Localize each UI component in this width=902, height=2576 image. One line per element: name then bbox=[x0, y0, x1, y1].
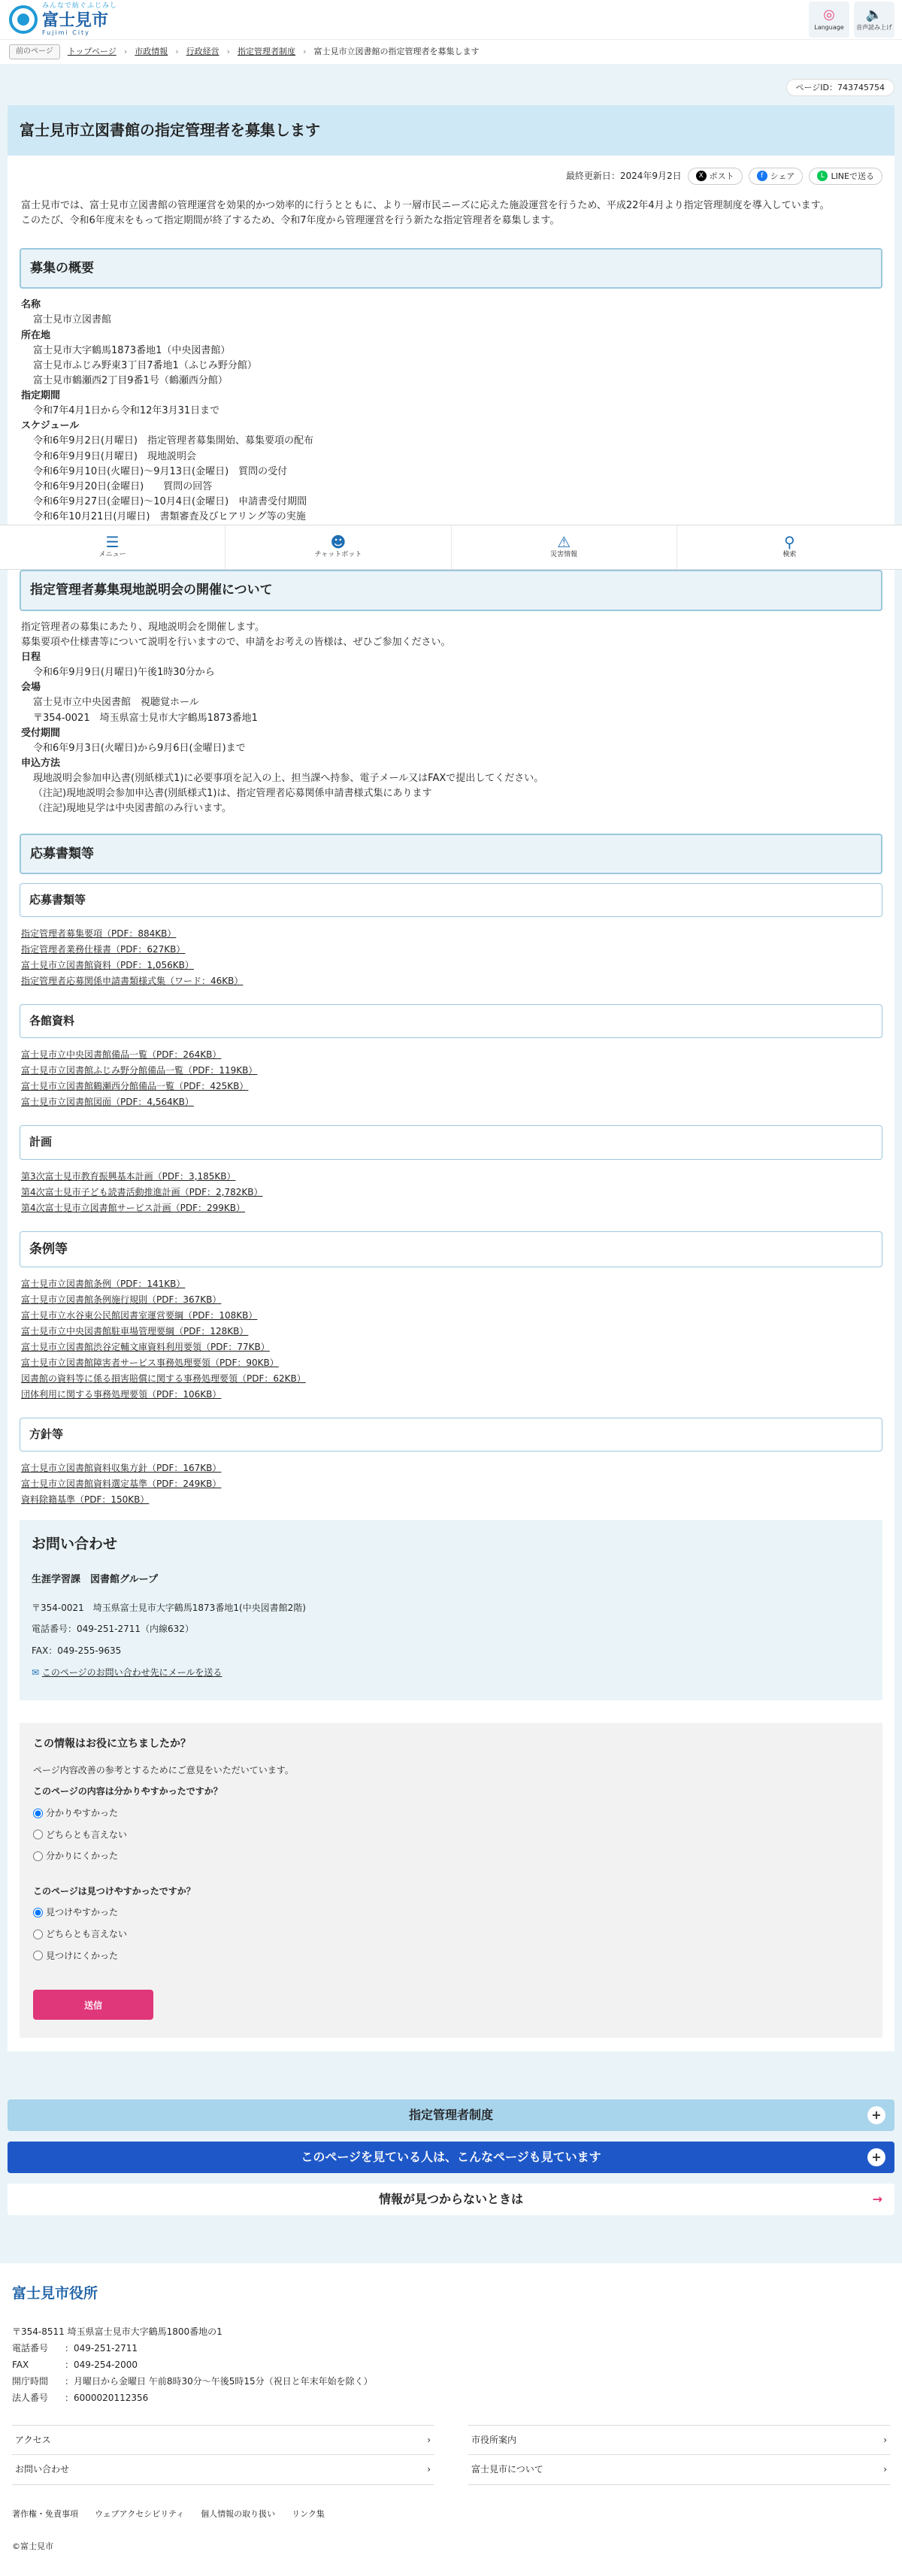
document-links bbox=[8, 926, 894, 989]
line-icon: L bbox=[817, 171, 828, 181]
pdf-link[interactable]: 富士見市立図書館資料選定基準（PDF：249KB） bbox=[21, 1479, 222, 1490]
contact-fax: FAX：049-255-9635 bbox=[32, 1645, 122, 1656]
speaker-icon: 🔈 bbox=[865, 7, 883, 23]
bottom-nav bbox=[0, 525, 902, 570]
pdf-link[interactable]: 図書館の資料等に係る損害賠償に関する事務処理要領（PDF：62KB） bbox=[21, 1373, 306, 1384]
language-button[interactable]: ◎ Language bbox=[809, 2, 849, 38]
breadcrumb-link[interactable]: 市政情報 bbox=[135, 47, 168, 57]
survey-question: このページは見つけやすかったですか？ bbox=[33, 1885, 195, 1896]
radio-option[interactable]: 見つけにくかった bbox=[33, 1949, 869, 1963]
globe-icon: ◎ bbox=[823, 7, 835, 23]
pdf-link[interactable]: 第4次富士見市立図書館サービス計画（PDF：299KB） bbox=[21, 1202, 246, 1213]
document-links bbox=[8, 1047, 894, 1110]
document-links bbox=[8, 1169, 894, 1216]
word-link[interactable]: 指定管理者応募関係申請書類様式集（ワード：46KB） bbox=[21, 976, 244, 987]
document-links bbox=[8, 1461, 894, 1508]
pdf-link[interactable]: 富士見市立図書館条例施行規則（PDF：367KB） bbox=[21, 1294, 222, 1305]
plus-icon: + bbox=[867, 2148, 885, 2166]
city-logo-mark bbox=[9, 5, 38, 34]
pdf-link[interactable]: 団体利用に関する事務処理要領（PDF：106KB） bbox=[21, 1388, 222, 1400]
contact-address: 〒354-0021 埼玉県富士見市大字鶴馬1873番地1(中央図書館2階) bbox=[32, 1602, 306, 1613]
subsection-heading: 条例等 bbox=[20, 1231, 882, 1267]
x-icon: X bbox=[696, 171, 707, 181]
chevron-right-icon: › bbox=[427, 2434, 431, 2445]
footer-small-link[interactable]: 著作権・免責事項 bbox=[12, 2508, 78, 2519]
chevron-right-icon: › bbox=[175, 47, 179, 57]
search-icon: ⚲ bbox=[784, 533, 795, 552]
chevron-right-icon: › bbox=[303, 47, 307, 57]
site-logo[interactable] bbox=[9, 2, 117, 38]
briefing-list: 指定管理者の募集にあたり、現地説明会を開催します。 募集要項や仕様書等について説明を行いますので、申請をお考えの皆様は、ぜひご参加ください。 日程 令和6年9月9日(月曜日)午後1時30分から 会場 富士見市立中央図書館 視聴覚ホール 〒354-0021 埼玉県富士見市大字鶴馬1873番地1 受付期間 令和6年9月3日(火曜日)から9月6日(金曜日)まで 申込方法 現地説明会参加申込書(別紙様式1)に必要事項を記入の上、担当課へ持参、電子メール又はFAXで提出してください。 （注記)現地説明会参加申込書(別紙様式1)は、指定管理者応募関係申請書様式集にあります （注記)現地見学は中央図書館のみ行います。 bbox=[21, 621, 544, 815]
nav-menu[interactable]: ☰ メニュー bbox=[0, 525, 226, 569]
pdf-link[interactable]: 富士見市立図書館障害者サービス事務処理要領（PDF：90KB） bbox=[21, 1357, 279, 1368]
post-button[interactable]: X ポスト bbox=[688, 168, 743, 185]
subsection-heading: 計画 bbox=[20, 1125, 882, 1159]
updated-date: 最終更新日：2024年9月2日 bbox=[565, 170, 682, 181]
section-heading-documents: 応募書類等 bbox=[20, 834, 882, 874]
page-title: 富士見市立図書館の指定管理者を募集します bbox=[8, 105, 894, 156]
radio-option[interactable]: どちらとも言えない bbox=[33, 1828, 869, 1842]
pdf-link[interactable]: 富士見市立図書館図面（PDF：4,564KB） bbox=[21, 1097, 194, 1108]
submit-button[interactable]: 送信 bbox=[33, 1990, 153, 2020]
plus-icon: + bbox=[867, 2106, 885, 2124]
logo-city-roman: Fujimi City bbox=[42, 29, 90, 36]
mail-icon: ✉ bbox=[32, 1666, 40, 1678]
radio-q2-opt1[interactable] bbox=[33, 1908, 43, 1918]
radio-option[interactable]: どちらとも言えない bbox=[33, 1927, 869, 1942]
breadcrumb-link[interactable]: 指定管理者制度 bbox=[238, 47, 296, 57]
copyright: ©富士見市 bbox=[12, 2541, 53, 2551]
nav-chatbot[interactable]: ☻ チャットボット bbox=[226, 525, 451, 569]
menu-icon: ☰ bbox=[105, 533, 120, 552]
logo-tagline: みんなで紡ぐふじみし bbox=[42, 2, 118, 10]
chevron-right-icon: › bbox=[883, 2434, 887, 2445]
footer-link-access[interactable]: アクセス › bbox=[12, 2425, 434, 2455]
pdf-link[interactable]: 富士見市立中央図書館駐車場管理要綱（PDF：128KB） bbox=[21, 1325, 249, 1336]
chatbot-icon: ☻ bbox=[330, 533, 347, 552]
pdf-link[interactable]: 指定管理者募集要項（PDF：884KB） bbox=[21, 928, 177, 940]
radio-q1-opt1[interactable] bbox=[33, 1809, 43, 1818]
chevron-right-icon: › bbox=[427, 2464, 431, 2475]
radio-option[interactable]: 見つけやすかった bbox=[33, 1906, 869, 1920]
radio-q1-opt3[interactable] bbox=[33, 1851, 43, 1861]
pdf-link[interactable]: 富士見市立図書館鶴瀬西分館備品一覧（PDF：425KB） bbox=[21, 1081, 249, 1092]
not-found-link[interactable]: 情報が見つからないときは → bbox=[8, 2184, 894, 2215]
arrow-right-icon: → bbox=[872, 2191, 882, 2206]
chevron-right-icon: › bbox=[123, 47, 128, 57]
footer-city-name: 富士見市役所 bbox=[12, 2285, 98, 2302]
contact-dept: 生涯学習課 図書館グループ bbox=[32, 1573, 158, 1585]
footer-link-contact[interactable]: お問い合わせ › bbox=[12, 2454, 434, 2485]
radio-option[interactable]: 分かりやすかった bbox=[33, 1806, 869, 1821]
pdf-link[interactable]: 資料除籍基準（PDF：150KB） bbox=[21, 1494, 150, 1506]
page-id: ページID：743745754 bbox=[786, 79, 894, 96]
survey-question: このページの内容は分かりやすかったですか？ bbox=[33, 1786, 222, 1797]
nav-search[interactable]: ⚲ 検索 bbox=[782, 533, 797, 559]
speech-button[interactable]: 🔈 音声読み上げ bbox=[854, 2, 894, 38]
nav-disaster[interactable]: ⚠ 災害情報 bbox=[452, 525, 677, 569]
chevron-right-icon: › bbox=[883, 2464, 887, 2475]
chevron-right-icon: › bbox=[226, 47, 231, 57]
pdf-link[interactable]: 富士見市立中央図書館備品一覧（PDF：264KB） bbox=[21, 1049, 222, 1061]
pdf-link[interactable]: 第3次富士見市教育振興基本計画（PDF：3,185KB） bbox=[21, 1170, 236, 1182]
breadcrumb bbox=[0, 39, 902, 64]
footer-link-guide[interactable]: 市役所案内 › bbox=[468, 2425, 890, 2455]
pdf-link[interactable]: 富士見市立図書館渋谷定輔文庫資料利用要領（PDF：77KB） bbox=[21, 1341, 270, 1352]
subsection-heading: 応募書類等 bbox=[20, 883, 882, 917]
radio-q2-opt3[interactable] bbox=[33, 1951, 43, 1960]
contact-heading: お問い合わせ bbox=[32, 1536, 118, 1553]
main-content bbox=[0, 105, 902, 2063]
feedback-form bbox=[20, 1723, 882, 2038]
contact-tel: 電話番号：049-251-2711（内線632） bbox=[32, 1624, 194, 1635]
site-footer bbox=[0, 2263, 902, 2568]
intro-text: 富士見市では、富士見市立図書館の管理運営を効果的かつ効率的に行うとともに、より一層市民ニーズに応えた施設運営を行うため、平成22年4月より指定管理制度を導入しています。 このたび、令和6年度末をもって指定期間が終了するため、令和7年度から管理運営を行う新たな指定管理者を募集します。 bbox=[21, 199, 830, 226]
logo-city-name: 富士見市 bbox=[42, 10, 109, 30]
section-heading-overview: 募集の概要 bbox=[20, 248, 882, 289]
survey-note: ページ内容改善の参考とするためにご意見をいただいています。 bbox=[33, 1764, 294, 1775]
document-links bbox=[8, 1276, 894, 1403]
contact-mail-link[interactable]: このページのお問い合わせ先にメールを送る bbox=[41, 1666, 222, 1678]
pdf-link[interactable]: 富士見市立図書館資料収集方針（PDF：167KB） bbox=[21, 1463, 222, 1474]
pdf-link[interactable]: 第4次富士見市子ども読書活動推進計画（PDF：2,782KB） bbox=[21, 1186, 263, 1197]
related-bands bbox=[0, 2062, 902, 2263]
related-pages-accordion[interactable]: このページを見ている人は、こんなページも見ています + bbox=[8, 2142, 894, 2173]
radio-option[interactable]: 分かりにくかった bbox=[33, 1849, 869, 1863]
footer-link-about[interactable]: 富士見市について › bbox=[468, 2454, 890, 2485]
breadcrumb-link[interactable]: トップページ bbox=[67, 47, 117, 57]
footer-small-link[interactable]: 個人情報の取り扱い bbox=[201, 2508, 276, 2519]
subsection-heading: 各館資料 bbox=[20, 1004, 882, 1038]
pdf-link[interactable]: 富士見市立図書館条例（PDF：141KB） bbox=[21, 1278, 186, 1289]
back-button[interactable]: 前のページ bbox=[9, 44, 60, 59]
alert-icon: ⚠ bbox=[557, 533, 571, 552]
footer-small-link[interactable]: ウェブアクセシビリティ bbox=[95, 2508, 185, 2519]
breadcrumb-link[interactable]: 行政経営 bbox=[186, 47, 219, 57]
system-accordion[interactable]: 指定管理者制度 + bbox=[8, 2099, 894, 2131]
contact-box bbox=[20, 1520, 882, 1700]
radio-q1-opt2[interactable] bbox=[33, 1830, 43, 1839]
facebook-icon: f bbox=[757, 171, 767, 181]
footer-small-link[interactable]: リンク集 bbox=[292, 2508, 325, 2519]
share-button[interactable]: f シェア bbox=[749, 168, 804, 185]
overview-list: 名称 富士見市立図書館 所在地 富士見市大字鶴馬1873番地1（中央図書館） 富士見市ふじみ野東3丁目7番地1（ふじみ野分館） 富士見市鶴瀬西2丁目9番1号（鶴瀬西分館） 指定期間 令和7年4月1日から令和12年3月31日まで スケジュール 令和6年9月2日(月曜日) 指定管理者募集開始、募集要項の配布 令和6年9月9日(月曜日) 現地説明会 令和6年9月10日(火曜日)〜9月13日(金曜日) 質問の受付 令和6年9月20日(金曜日) 質問の回答 令和6年9月27日(金曜日)〜10月4日(金曜日) 申請書受付期間 令和6年10月21日(月曜日) 書類審査及びヒアリング等の実施 bbox=[21, 299, 313, 523]
site-header bbox=[0, 0, 902, 39]
pdf-link[interactable]: 富士見市立水谷東公民館図書室運営要綱（PDF：108KB） bbox=[21, 1309, 258, 1321]
subsection-heading: 方針等 bbox=[20, 1418, 882, 1451]
pdf-link[interactable]: 富士見市立図書館資料（PDF：1,056KB） bbox=[21, 960, 194, 971]
section-heading-briefing: 指定管理者募集現地説明会の開催について bbox=[20, 570, 882, 610]
footer-info: 〒354-8511 埼玉県富士見市大字鶴馬1800番地の1 電話番号 ：049-251-2711 FAX ：049-254-2000 開庁時間 ：月曜日から金曜日 午前8時30分〜午後5時15分（祝日と年末年始を除く） 法人番号 ：6000020112356 bbox=[12, 2326, 373, 2404]
pdf-link[interactable]: 指定管理者業務仕様書（PDF：627KB） bbox=[21, 944, 186, 955]
line-button[interactable]: L LINEで送る bbox=[809, 168, 882, 185]
survey-heading: この情報はお役に立ちましたか？ bbox=[33, 1738, 191, 1751]
radio-q2-opt2[interactable] bbox=[33, 1930, 43, 1939]
breadcrumb-current: 富士見市立図書館の指定管理者を募集します bbox=[313, 47, 480, 57]
pdf-link[interactable]: 富士見市立図書館ふじみ野分館備品一覧（PDF：119KB） bbox=[21, 1065, 258, 1076]
